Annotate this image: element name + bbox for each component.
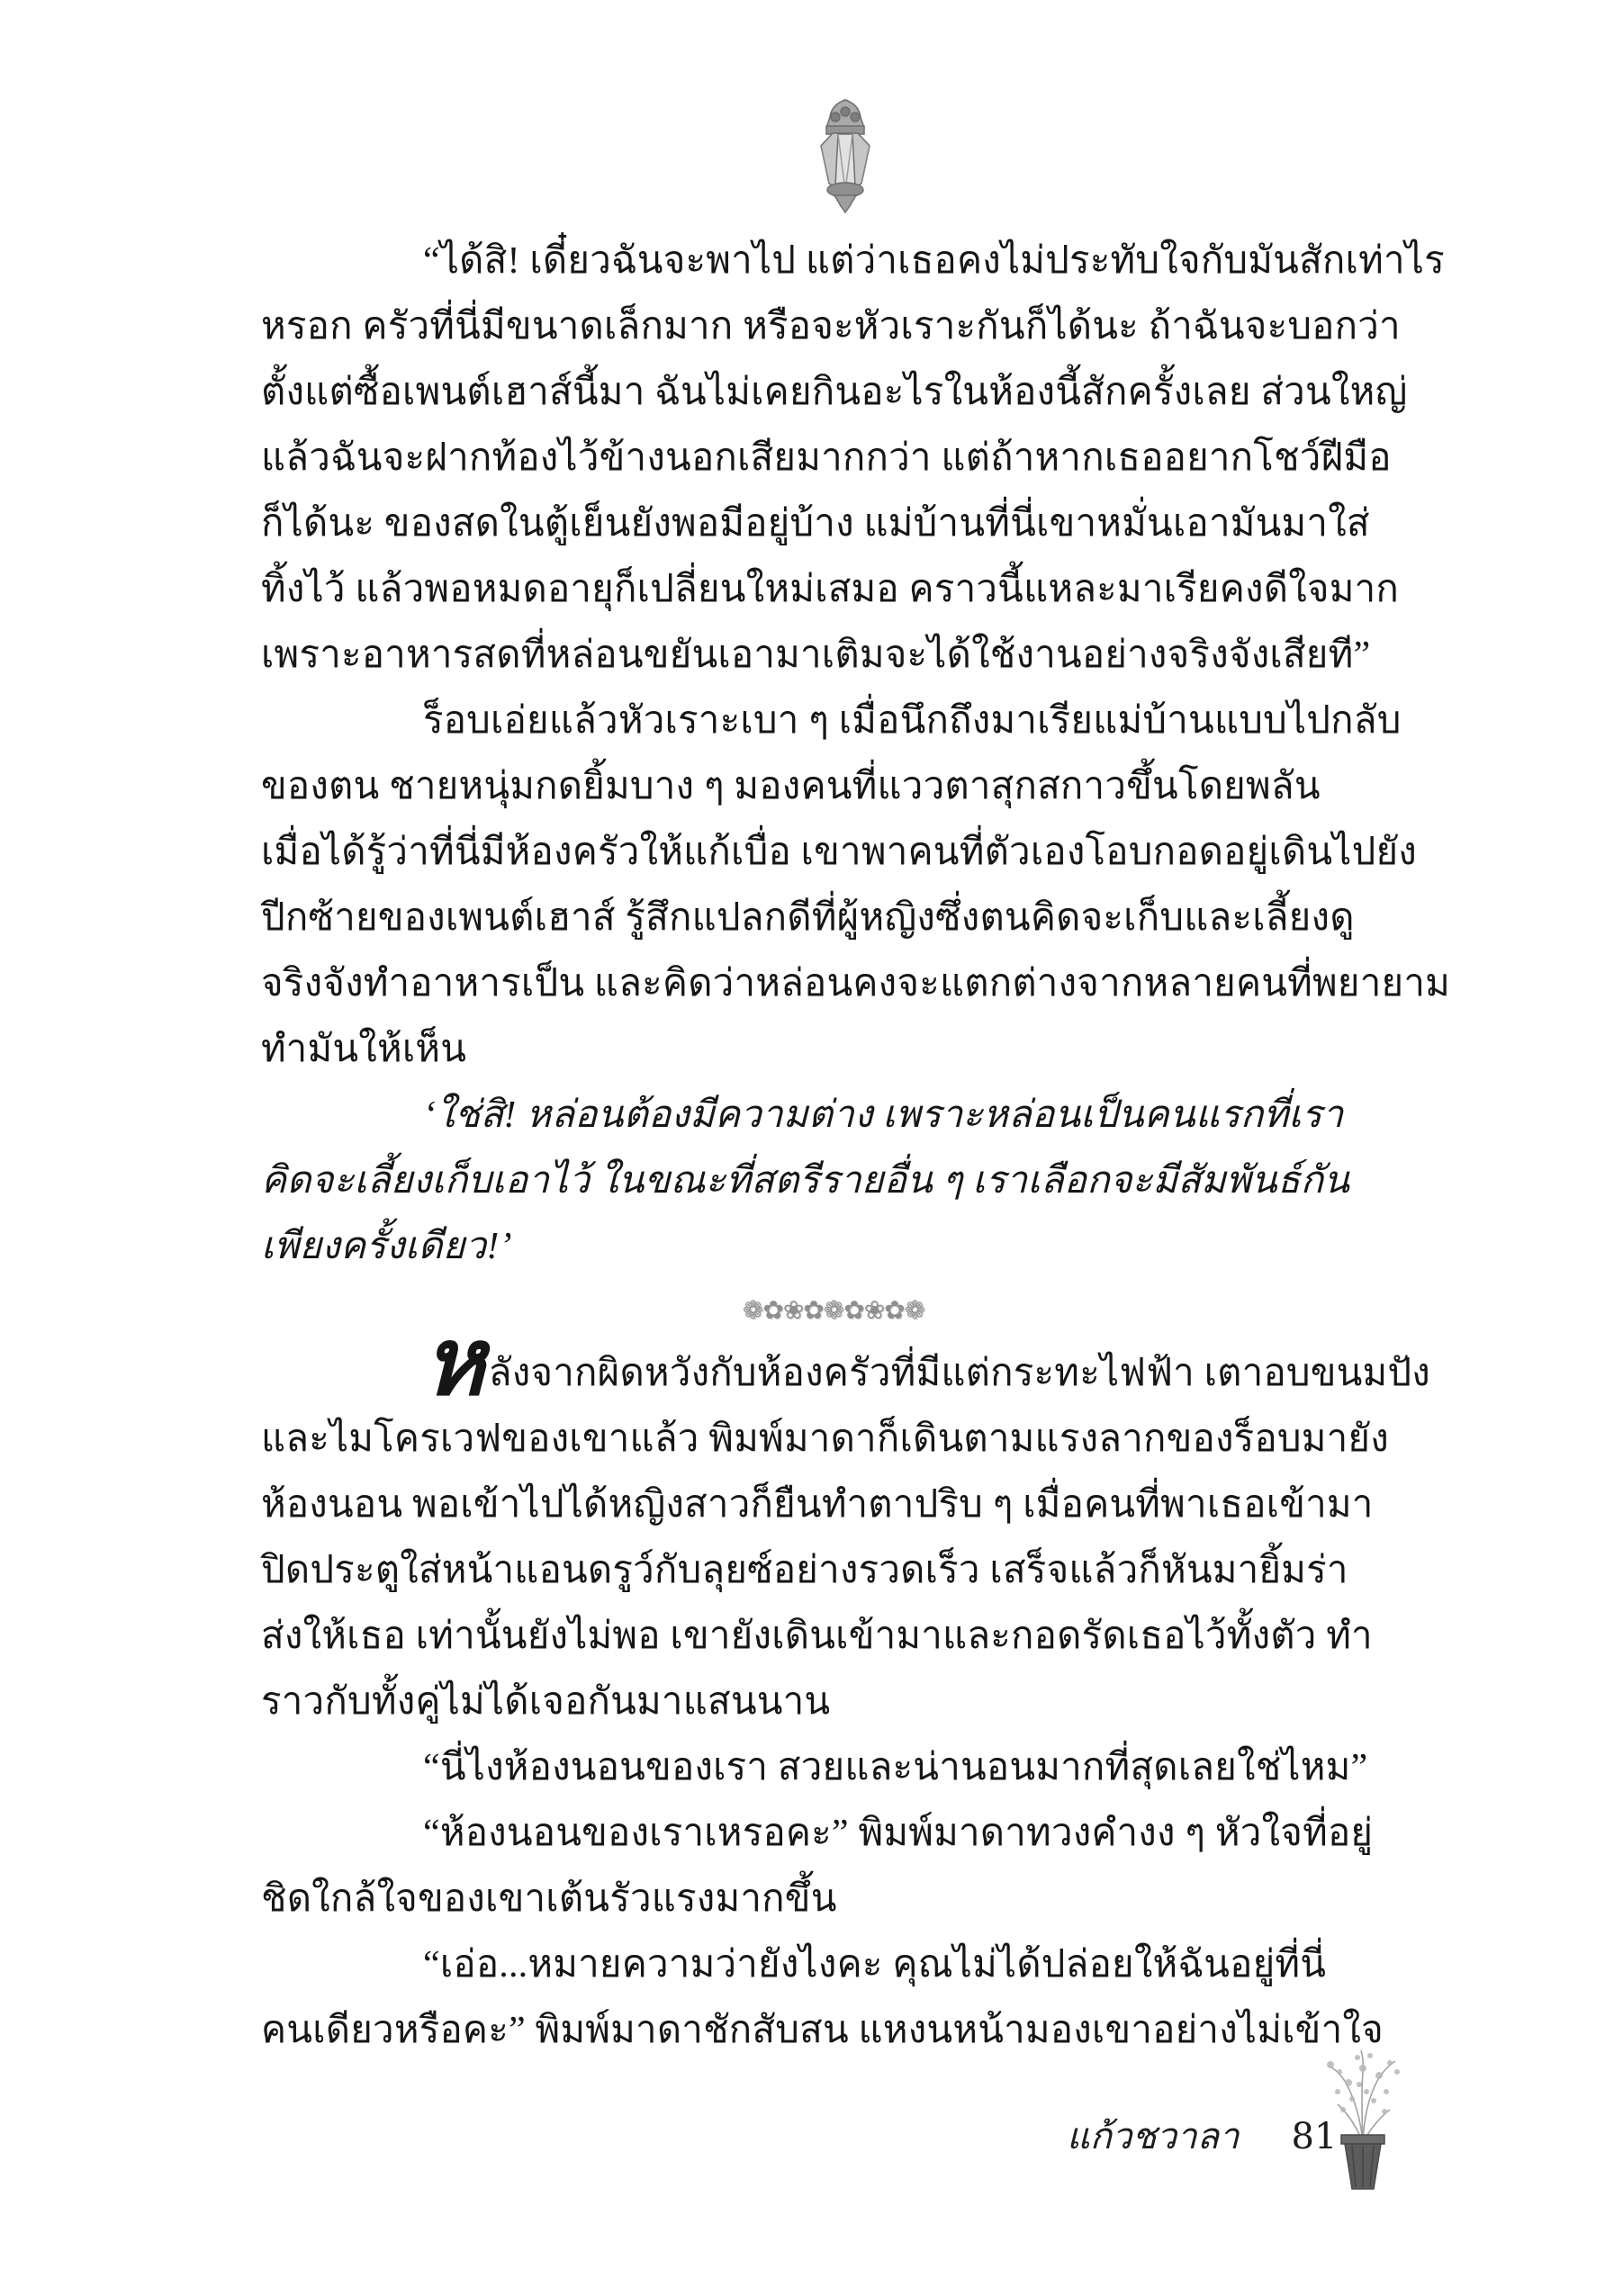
text-line: ทำมันให้เห็น [261, 1029, 467, 1070]
potted-plant-icon [1307, 2045, 1419, 2196]
paragraph [261, 1801, 1406, 1932]
text-line: “นี่ไงห้องนอนของเรา สวยและน่านอนมากที่สุดเลยใช่ไหม” [423, 1747, 1368, 1788]
text-line: “ห้องนอนของเราเหรอคะ” พิมพ์มาดาทวงคำงง ๆ หัวใจที่อยู่ [423, 1813, 1374, 1854]
flower-divider: ❁✿❀✿❁✿❀✿❁ [742, 1295, 925, 1325]
text-line: และไมโครเวฟของเขาแล้ว พิมพ์มาดาก็เดินตามแรงลากของร็อบมายัง [261, 1418, 1389, 1460]
book-title: แก้วชวาลา [1067, 2116, 1240, 2156]
paragraph [261, 1311, 1431, 1735]
paragraph [261, 229, 1445, 689]
text-line: ห้องนอน พอเข้าไปได้หญิงสาวก็ยืนทำตาปริบ ๆ เมื่อคนที่พาเธอเข้ามา [261, 1484, 1374, 1526]
paragraph [261, 1932, 1406, 2064]
lantern-icon [808, 97, 882, 216]
text-line: หรอก ครัวที่นี่มีขนาดเล็กมาก หรือจะหัวเราะกันก็ได้นะ ถ้าฉันจะบอกว่า [261, 306, 1401, 347]
text-line: ก็ได้นะ ของสดในตู้เย็นยังพอมีอยู่บ้าง แม่บ้านที่นี่เขาหมั่นเอามันมาใส่ [261, 503, 1370, 545]
text-line: ‘ใช่สิ! หล่อนต้องมีความต่าง เพราะหล่อนเป็นคนแรกที่เรา [423, 1094, 1344, 1136]
page-number: 81 [1291, 2116, 1338, 2157]
text-line: “ได้สิ! เดี๋ยวฉันจะพาไป แต่ว่าเธอคงไม่ประทับใจกับมันสักเท่าไร [423, 240, 1445, 282]
text-line: ราวกับทั้งคู่ไม่ได้เจอกันมาแสนนาน [261, 1681, 831, 1723]
text-line: ปีกซ้ายของเพนต์เฮาส์ รู้สึกแปลกดีที่ผู้หญิงซึ่งตนคิดจะเก็บและเลี้ยงดู [261, 897, 1355, 939]
text-line: ร็อบเอ่ยแล้วหัวเราะเบา ๆ เมื่อนึกถึงมาเรียแม่บ้านแบบไปกลับ [423, 700, 1402, 742]
text-line: คนเดียวหรือคะ” พิมพ์มาดาชักสับสน แหงนหน้ามองเขาอย่างไม่เข้าใจ [261, 2010, 1384, 2051]
text-line: ส่งให้เธอ เท่านั้นยังไม่พอ เขายังเดินเข้ามาและกอดรัดเธอไว้ทั้งตัว ทำ [261, 1616, 1373, 1657]
paragraph [261, 1083, 1406, 1280]
text-line: “เอ่อ...หมายความว่ายังไงคะ คุณไม่ได้ปล่อยให้ฉันอยู่ที่นี่ [423, 1944, 1327, 1985]
text-line: ทิ้งไว้ แล้วพอหมดอายุก็เปลี่ยนใหม่เสมอ คราวนี้แหละมาเรียคงดีใจมาก [261, 569, 1400, 610]
text-line: ของตน ชายหนุ่มกดยิ้มบาง ๆ มองคนที่แววตาสุกสกาวขึ้นโดยพลัน [261, 766, 1321, 807]
text-line: เพราะอาหารสดที่หล่อนขยันเอามาเติมจะได้ใช้งานอย่างจริงจังเสียที” [261, 635, 1371, 676]
text-line: ชิดใกล้ใจของเขาเต้นรัวแรงมากขึ้น [261, 1878, 837, 1920]
paragraph [261, 1735, 1406, 1801]
text-run: ลังจากผิดหวังกับห้องครัวที่มีแต่กระทะไฟฟ้า เตาอบขนมปัง [488, 1353, 1431, 1394]
text-line: แล้วฉันจะฝากท้องไว้ข้างนอกเสียมากกว่า แต่ถ้าหากเธออยากโชว์ฝีมือ [261, 437, 1392, 479]
text-line: คิดจะเลี้ยงเก็บเอาไว้ ในขณะที่สตรีรายอื่น ๆ เราเลือกจะมีสัมพันธ์กัน [261, 1160, 1350, 1202]
text-block [261, 229, 1450, 2064]
dropcap-letter: ห [423, 1311, 485, 1415]
text-line: เพียงครั้งเดียว!’ [261, 1226, 512, 1267]
text-line: ปิดประตูใส่หน้าแอนดรูว์กับลุยซ์อย่างรวดเร็ว เสร็จแล้วก็หันมายิ้มร่า [261, 1550, 1348, 1591]
footer-text [1067, 2104, 1337, 2169]
text-line: เมื่อได้รู้ว่าที่นี่มีห้องครัวให้แก้เบื่อ เขาพาคนที่ตัวเองโอบกอดอยู่เดินไปยัง [261, 832, 1417, 873]
text-line: ตั้งแต่ซื้อเพนต์เฮาส์นี้มา ฉันไม่เคยกินอะไรในห้องนี้สักครั้งเลย ส่วนใหญ่ [261, 372, 1408, 413]
paragraph [261, 689, 1450, 1083]
text-line [261, 1311, 1431, 1415]
text-line: จริงจังทำอาหารเป็น และคิดว่าหล่อนคงจะแตกต่างจากหลายคนที่พยายาม [261, 963, 1450, 1004]
